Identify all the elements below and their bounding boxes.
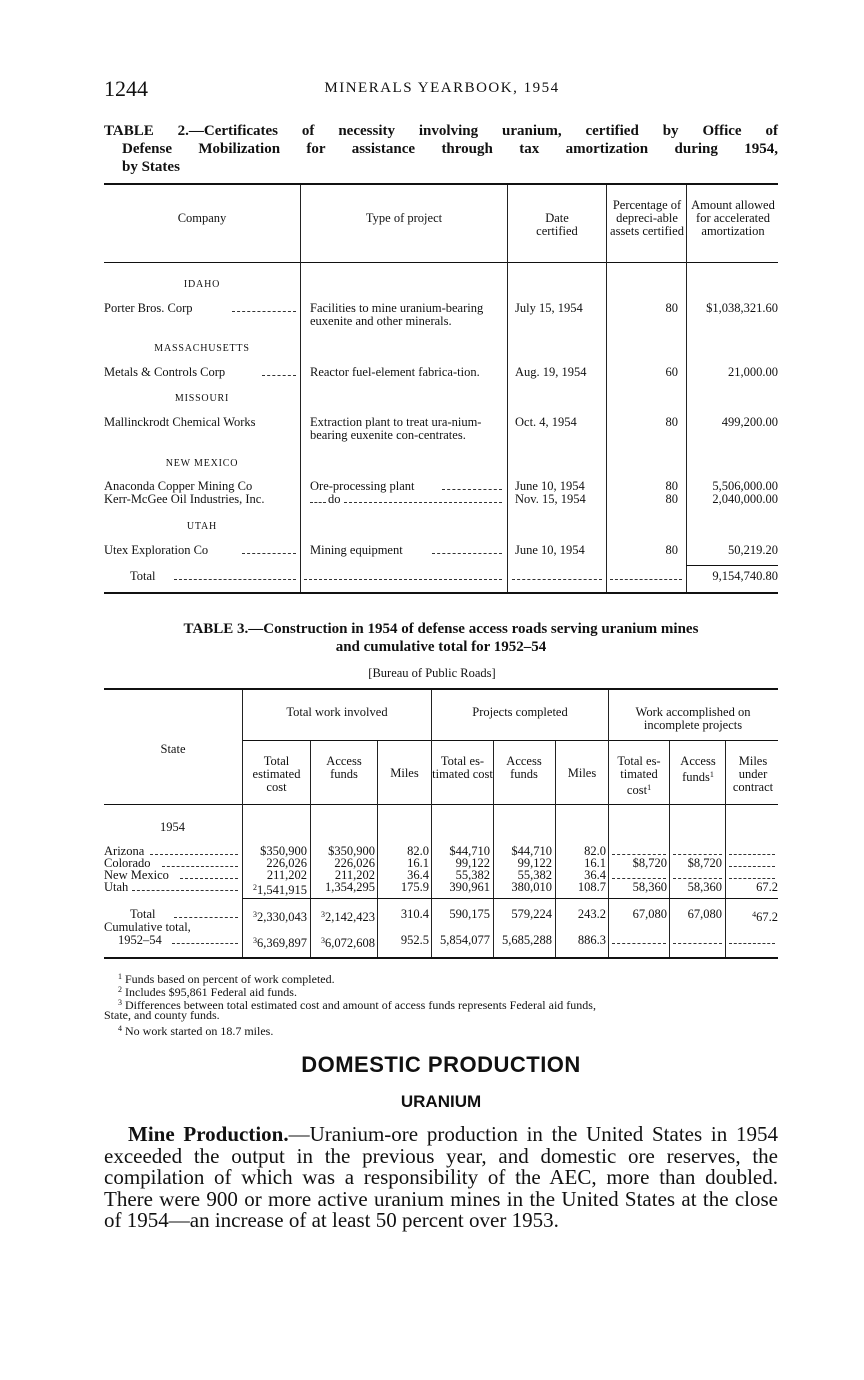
project-type: Reactor fuel-element fabrica-tion. bbox=[310, 365, 480, 379]
footnote-mark: 1 bbox=[709, 770, 714, 779]
leader-dots bbox=[150, 854, 238, 855]
leader-dots bbox=[612, 943, 666, 944]
footnote: $^3$ Differences between total estimated cost and amount of access funds represents Federal aid funds, bbox=[118, 998, 596, 1012]
leader-dots bbox=[174, 917, 238, 918]
footnote-mark: 3 bbox=[253, 936, 257, 945]
value-cell: $8,720 bbox=[687, 856, 722, 870]
project-type: Facilities to mine uranium-bearing euxenite and other minerals. bbox=[310, 301, 484, 328]
footnote: State, and county funds. bbox=[104, 1008, 220, 1022]
footnote-mark: 1 bbox=[118, 972, 122, 981]
section-subtitle: URANIUM bbox=[400, 1092, 482, 1111]
table3-header-state: State bbox=[160, 742, 186, 756]
amortization-amount: 2,040,000.00 bbox=[712, 492, 778, 506]
leader-dots bbox=[612, 854, 666, 855]
value-cell: 211,202 bbox=[334, 868, 375, 882]
leader-dots bbox=[729, 866, 775, 867]
value-cell: 211,202 bbox=[266, 868, 307, 882]
leader-dots bbox=[729, 943, 775, 944]
company-name: Porter Bros. Corp bbox=[104, 301, 193, 315]
value-cell: 226,026 bbox=[266, 856, 307, 870]
amortization-amount: 50,219.20 bbox=[728, 543, 778, 557]
value-cell: 380,010 bbox=[511, 880, 552, 894]
leader-dots bbox=[310, 502, 326, 503]
table2-top-rule bbox=[104, 183, 778, 185]
date-certified: June 10, 1954 bbox=[515, 479, 585, 493]
value-cell: 390,961 bbox=[449, 880, 490, 894]
value-cell: $^3$6,072,608 bbox=[321, 936, 375, 950]
table2-header-amount: Amount allowed for accelerated amortization bbox=[691, 198, 775, 238]
company-name: Kerr-McGee Oil Industries, Inc. bbox=[104, 492, 265, 506]
value-cell: 55,382 bbox=[517, 868, 552, 882]
footnote-mark: 3 bbox=[118, 998, 122, 1007]
leader-dots bbox=[132, 890, 238, 891]
project-type: do bbox=[328, 492, 341, 506]
table2-caption-line3: by States bbox=[122, 159, 180, 175]
table3-subheader: Miles under contract bbox=[732, 754, 774, 794]
footnote: $^1$ Funds based on percent of work completed. bbox=[118, 972, 335, 986]
value-cell: $^3$6,369,897 bbox=[253, 936, 307, 950]
table3-col-divider bbox=[725, 741, 726, 957]
value-cell: 67.2 bbox=[756, 880, 778, 894]
table2-caption-line2: Defense Mobilization for assistance through tax amortization during 1954, bbox=[122, 141, 778, 157]
table3-caption-line2: and cumulative total for 1952–54 bbox=[335, 639, 547, 655]
company-name: Metals & Controls Corp bbox=[104, 365, 226, 379]
table3-group-rule bbox=[242, 740, 778, 741]
table3-subheader: Miles bbox=[567, 766, 597, 780]
table3-group-completed: Projects completed bbox=[472, 705, 568, 719]
year-heading: 1954 bbox=[160, 820, 185, 834]
date-certified: July 15, 1954 bbox=[515, 301, 583, 315]
value-cell: 82.0 bbox=[584, 844, 606, 858]
leader-dots bbox=[172, 943, 238, 944]
value-cell: 99,122 bbox=[455, 856, 490, 870]
table3-col-divider bbox=[669, 741, 670, 957]
leader-dots bbox=[729, 854, 775, 855]
table2-col-divider bbox=[300, 185, 301, 592]
table3-group-total-work: Total work involved bbox=[286, 705, 388, 719]
value-cell: $8,720 bbox=[632, 856, 667, 870]
date-certified: June 10, 1954 bbox=[515, 543, 585, 557]
value-cell: $^2$1,541,915 bbox=[253, 883, 307, 897]
percentage-certified: 60 bbox=[665, 365, 678, 379]
table2-col-divider bbox=[507, 185, 508, 592]
table3-caption-line1: TABLE 3.—Construction in 1954 of defense access roads serving uranium mines bbox=[183, 621, 699, 637]
state-name: Arizona bbox=[104, 844, 145, 858]
project-type: Ore-processing plant bbox=[310, 479, 415, 493]
state-name: Total bbox=[130, 907, 156, 921]
percentage-certified: 80 bbox=[665, 492, 678, 506]
paragraph-text: —Uranium-ore production in the United States in 1954 exceeded the output in the previous year, and domestic ore reserves, the compilation of which was a responsibility of the AEC, more than doubled. There were 900 or more active uranium mines in the United States at the close of 1954—an increase of at least 50 percent over 1953. bbox=[104, 1122, 778, 1232]
body-paragraph bbox=[104, 1124, 778, 1232]
leader-dots bbox=[432, 553, 502, 554]
percentage-certified: 80 bbox=[665, 543, 678, 557]
state-name: Utah bbox=[104, 880, 129, 894]
state-heading: UTAH bbox=[186, 521, 218, 532]
value-cell: 16.1 bbox=[584, 856, 606, 870]
table3-subheader: Total estimated cost bbox=[252, 754, 301, 794]
state-heading: NEW MEXICO bbox=[165, 458, 239, 469]
table3-subheader: Total es-timated cost bbox=[432, 754, 493, 781]
state-name: New Mexico bbox=[104, 868, 169, 882]
table3-bottom-rule bbox=[104, 957, 778, 959]
table2-header-company: Company bbox=[177, 211, 227, 225]
value-cell: 36.4 bbox=[584, 868, 606, 882]
state-name: 1952–54 bbox=[118, 933, 162, 947]
leader-dots bbox=[162, 866, 238, 867]
leader-dots bbox=[673, 854, 722, 855]
table3-header-rule bbox=[104, 804, 778, 805]
leader-dots bbox=[673, 943, 722, 944]
table2-col-divider bbox=[686, 185, 687, 592]
table2-caption-line1: TABLE 2.—Certificates of necessity involving uranium, certified by Office of bbox=[104, 123, 778, 139]
percentage-certified: 80 bbox=[665, 479, 678, 493]
table3-subheader: Miles bbox=[390, 766, 419, 780]
table3-caption bbox=[104, 620, 778, 656]
table2-header-percentage: Percentage of depreci-able assets certified bbox=[610, 198, 684, 238]
table2-header-date: Date certified bbox=[536, 211, 578, 238]
footnote-mark: 4 bbox=[118, 1024, 122, 1033]
footnote: $^4$ No work started on 18.7 miles. bbox=[118, 1024, 274, 1038]
footnote-mark: 4 bbox=[752, 910, 757, 919]
date-certified: Oct. 4, 1954 bbox=[515, 415, 577, 429]
table2-col-divider bbox=[606, 185, 607, 592]
leader-dots bbox=[180, 878, 238, 879]
footnote-mark: 2 bbox=[118, 985, 122, 994]
value-cell: 67,080 bbox=[687, 907, 722, 921]
table3-source: [Bureau of Public Roads] bbox=[368, 666, 496, 680]
leader-dots bbox=[242, 553, 296, 554]
leader-dots bbox=[512, 579, 602, 580]
percentage-certified: 80 bbox=[665, 415, 678, 429]
section-title: DOMESTIC PRODUCTION bbox=[301, 1052, 581, 1077]
value-cell: 310.4 bbox=[400, 907, 429, 921]
date-certified: Nov. 15, 1954 bbox=[515, 492, 586, 506]
leader-dots bbox=[673, 878, 722, 879]
leader-dots bbox=[174, 579, 296, 580]
value-cell: 1,354,295 bbox=[325, 880, 375, 894]
project-type: Extraction plant to treat ura-nium-bearing euxenite con-centrates. bbox=[310, 415, 482, 442]
value-cell: $350,900 bbox=[328, 844, 375, 858]
state-name: Colorado bbox=[104, 856, 151, 870]
table2-caption bbox=[104, 122, 778, 176]
leader-dots bbox=[610, 579, 682, 580]
footnote: $^2$ Includes $95,861 Federal aid funds. bbox=[118, 985, 297, 999]
value-cell: $44,710 bbox=[449, 844, 490, 858]
table3-subheader: Access funds bbox=[506, 754, 542, 781]
value-cell: 67,080 bbox=[632, 907, 667, 921]
sum-rule bbox=[686, 565, 778, 566]
value-cell: 226,026 bbox=[334, 856, 375, 870]
value-cell: 579,224 bbox=[511, 907, 552, 921]
table3-group-incomplete: Work accomplished on incomplete projects bbox=[635, 705, 751, 732]
table3-subheader: Total es-timated cost$^1$ bbox=[617, 754, 661, 797]
state-name: Cumulative total, bbox=[104, 920, 191, 934]
leader-dots bbox=[262, 375, 296, 376]
value-cell: 36.4 bbox=[407, 868, 429, 882]
footnote-mark: 1 bbox=[647, 783, 652, 792]
table3-subheader: Access funds bbox=[326, 754, 362, 781]
amortization-amount: 5,506,000.00 bbox=[712, 479, 778, 493]
paragraph-lead: Mine Production. bbox=[128, 1122, 289, 1146]
amortization-amount: 21,000.00 bbox=[728, 365, 778, 379]
value-cell: $^4$67.2 bbox=[752, 910, 778, 924]
state-heading: MISSOURI bbox=[174, 393, 230, 404]
leader-dots bbox=[304, 579, 502, 580]
table2-header-project: Type of project bbox=[365, 211, 443, 225]
value-cell: 58,360 bbox=[632, 880, 667, 894]
value-cell: 5,854,077 bbox=[440, 933, 490, 947]
project-type: Mining equipment bbox=[310, 543, 403, 557]
value-cell: 99,122 bbox=[517, 856, 552, 870]
amortization-amount: 499,200.00 bbox=[721, 415, 778, 429]
company-name: Anaconda Copper Mining Co bbox=[104, 479, 253, 493]
sum-rule bbox=[242, 898, 778, 899]
value-cell: $^3$2,330,043 bbox=[253, 910, 307, 924]
percentage-certified: 80 bbox=[665, 301, 678, 315]
value-cell: 590,175 bbox=[449, 907, 490, 921]
footnote-mark: 3 bbox=[253, 910, 257, 919]
table3-subheader: Access funds$^1$ bbox=[680, 754, 716, 784]
value-cell: $44,710 bbox=[511, 844, 552, 858]
state-heading: MASSACHUSETTS bbox=[154, 343, 250, 354]
footnote-mark: 3 bbox=[321, 936, 325, 945]
page-number: 1244 bbox=[104, 76, 148, 101]
date-certified: Aug. 19, 1954 bbox=[515, 365, 587, 379]
value-cell: 5,685,288 bbox=[502, 933, 552, 947]
amortization-amount: $1,038,321.60 bbox=[706, 301, 778, 315]
running-title: MINERALS YEARBOOK, 1954 bbox=[324, 80, 560, 96]
value-cell: 175.9 bbox=[400, 880, 429, 894]
leader-dots bbox=[442, 489, 502, 490]
value-cell: $^3$2,142,423 bbox=[321, 910, 375, 924]
leader-dots bbox=[344, 502, 502, 503]
leader-dots bbox=[232, 311, 296, 312]
value-cell: 886.3 bbox=[577, 933, 606, 947]
company-name: Utex Exploration Co bbox=[104, 543, 209, 557]
leader-dots bbox=[612, 878, 666, 879]
table3-top-rule bbox=[104, 688, 778, 690]
state-heading: IDAHO bbox=[183, 279, 221, 290]
value-cell: 58,360 bbox=[687, 880, 722, 894]
value-cell: 82.0 bbox=[407, 844, 429, 858]
value-cell: 108.7 bbox=[577, 880, 606, 894]
value-cell: 243.2 bbox=[577, 907, 606, 921]
table2-bottom-rule bbox=[104, 592, 778, 594]
total-amount: 9,154,740.80 bbox=[712, 569, 778, 583]
value-cell: 16.1 bbox=[407, 856, 429, 870]
company-name: Mallinckrodt Chemical Works bbox=[104, 415, 256, 429]
value-cell: 952.5 bbox=[400, 933, 429, 947]
table2-header-rule bbox=[104, 262, 778, 263]
value-cell: $350,900 bbox=[260, 844, 307, 858]
leader-dots bbox=[729, 878, 775, 879]
value-cell: 55,382 bbox=[455, 868, 490, 882]
footnote-mark: 2 bbox=[253, 883, 257, 892]
footnote-mark: 3 bbox=[321, 910, 325, 919]
total-label: Total bbox=[130, 569, 156, 583]
